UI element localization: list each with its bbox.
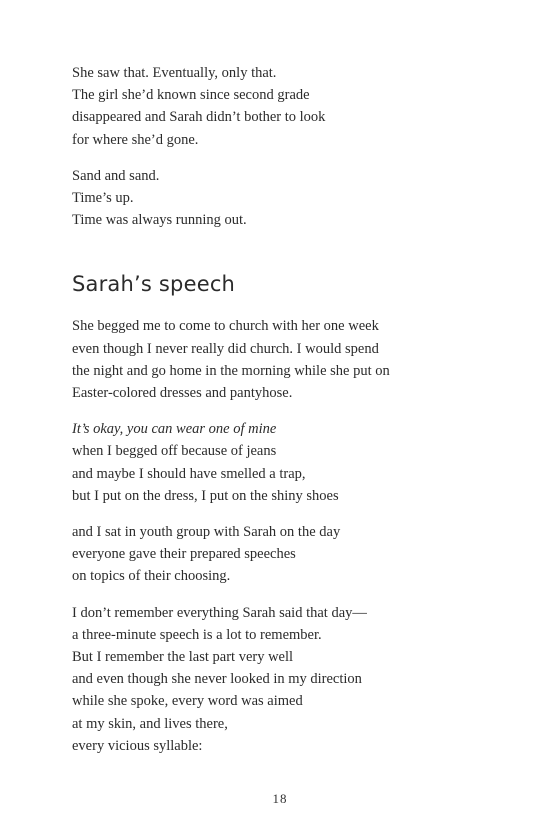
poem-line-italic: It’s okay, you can wear one of mine — [72, 421, 277, 438]
poem-line: Sand and sand. — [72, 167, 160, 184]
poem-line: She saw that. Eventually, only that. — [72, 65, 277, 81]
page-body — [72, 62, 492, 757]
poem-line: everyone gave their prepared speeches — [72, 546, 296, 563]
poem-line: I don’t remember everything Sarah said that day— — [72, 604, 367, 621]
poem-line: on topics of their choosing. — [72, 568, 231, 585]
poem-line: at my skin, and lives there, — [72, 715, 228, 732]
poem-line: for where she’d gone. — [72, 131, 199, 148]
poem-line: but I put on the dress, I put on the shiny shoes — [72, 487, 339, 504]
poem-line: the night and go home in the morning while she put on — [72, 362, 390, 379]
page-number: 18 — [272, 791, 288, 806]
poem-line: even though I never really did church. I would spend — [72, 340, 379, 357]
poem-line: and I sat in youth group with Sarah on the day — [72, 524, 341, 541]
poem-line: Easter-colored dresses and pantyhose. — [72, 385, 293, 402]
stanza-6 — [72, 602, 492, 757]
poem-line: and maybe I should have smelled a trap, — [72, 465, 306, 482]
poem-line: The girl she’d known since second grade — [72, 87, 310, 104]
stanza-3 — [72, 315, 492, 404]
poem-line: But I remember the last part very well — [72, 649, 294, 666]
poem-line: disappeared and Sarah didn’t bother to look — [72, 109, 326, 126]
stanza-2 — [72, 165, 492, 232]
poem-line: when I begged off because of jeans — [72, 443, 277, 460]
poem-line: Time was always running out. — [72, 212, 247, 229]
stanza-4 — [72, 418, 492, 507]
poem-line: every vicious syllable: — [72, 737, 203, 754]
section-title: Sarah’s speech — [72, 272, 236, 297]
stanza-5 — [72, 521, 492, 588]
poem-line: a three-minute speech is a lot to remember. — [72, 626, 322, 643]
stanza-1 — [72, 62, 492, 151]
poem-line: while she spoke, every word was aimed — [72, 693, 303, 710]
poem-line: She begged me to come to church with her one week — [72, 318, 379, 335]
poem-line: Time’s up. — [72, 190, 134, 207]
poem-line: and even though she never looked in my direction — [72, 671, 362, 688]
